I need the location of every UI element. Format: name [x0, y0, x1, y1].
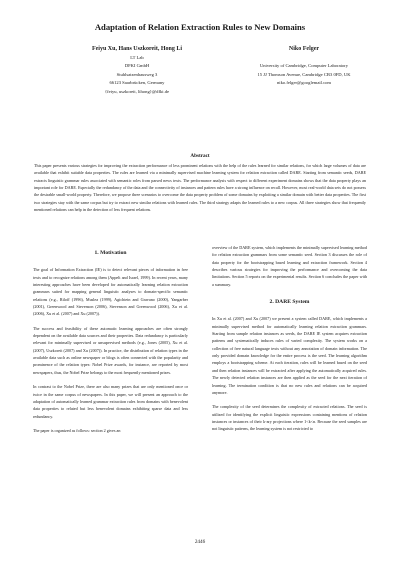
paper-title: Adaptation of Relation Extraction Rules to New Domains	[94, 22, 306, 32]
body-paragraph: The complexity of the seed determines the complexity of extracted relations. The seed is utilized for identifying the explicit linguistic expressions containing mentions of relation instances or instances of their k-ary projections where 1<k<n. Because the seed samples are not linguistic patterns, the learning system is not restricted to	[212, 404, 367, 432]
body-paragraph: The success and feasibility of these automatic learning approaches are often strongly dependent on the available data sources and their properties. Data redundancy is particularly relevant for minimally supervised or unsupervised methods (e.g., Jones (2005), Xu et al. (2007), Uszkoreit (2007) and Xu (2007)). In practice, the distribution of relation types in the available data such as online newspaper or blogs is often connected with the popularity and prominence of the relation types: Nobel Prize awards, for instance, are reported by most newspapers, thus, the Nobel Prize belongs to the most frequently mentioned prizes.	[33, 325, 188, 375]
author-block-right	[226, 44, 382, 88]
body-paragraph: overview of the DARE system, which implements the minimally supervised learning method for relation extraction grammars from some semantic seed. Section 3 discusses the role of data property for the bootstrapping based learning and extraction framework. Section 4 describes various strategies for improving the performance and overcoming the data limitations. Section 5 reports on the experimental results. Section 6 concludes the paper with a summary.	[212, 245, 367, 287]
section-heading-dare-system: 2. DARE System	[269, 299, 310, 306]
author-names-left: Feiyu Xu, Hans Uszkoreit, Hong Li	[91, 46, 183, 52]
author-names-right: Niko Felger	[288, 46, 320, 52]
body-paragraph: In Xu et al. (2007) and Xu (2007) we present a system called DARE, which implements a minimally supervised method for automatically learning relation extraction grammars. Starting from sample relation instances as seeds, the DARE IE system acquires extraction patterns and systematically induces rules of varied complexity. The system works on a collection of free natural language texts without any annotation of domain information. The only provided domain knowledge for the entire process is the seed. The learning algorithm employs a bootstrapping scheme. At each iteration, rules will be learned based on the seed and then relation instances will be extracted after applying the automatically acquired rules. The newly detected relation instances are then applied as the seed for the next iteration of learning. The termination condition is that no new rules and relations can be acquired anymore.	[212, 316, 367, 395]
section-heading-motivation: 1. Motivation	[94, 250, 127, 256]
affiliation-line: 15 JJ Thomson Avenue, Cambridge CB3 0FD, UK	[257, 71, 351, 77]
author-email-right: niko.felger@googlemail.com	[277, 80, 331, 86]
affiliation-line: University of Cambridge, Computer Laboratory	[259, 63, 349, 69]
affiliation-line: LT Lab	[130, 55, 144, 60]
abstract-text: This paper presents various strategies for improving the extraction performance of less prominent relations with the help of the rules learned for similar relations, for which large volumes of data are available that exhibit suitable data properties. The rules are learned via a minimally supervised machine learning system for relation extraction called DARE. Starting from semantic seeds, DARE extracts linguistic grammar rules associated with semantic roles from parsed news texts. The performance analysis with respect to different experiment domains shows that the data property plays an important role for DARE. Especially the redundancy of the data and the connectivity of instances and pattern rules have a strong influence on recall. However, most real-world data sets do not possess the desirable small-world property. Therefore, we propose three scenarios to overcome the data property problem of some domains by exploiting a similar domain with better data properties. The first two strategies stay with the same corpus but try to extract new similar relations with learned rules. The third strategy adapts the learned rules to a new corpus. All three strategies show that frequently mentioned relations can help in the detection of less frequent relations.	[34, 163, 366, 213]
affiliation-line: 66123 Saarbrücken, Germany	[109, 80, 165, 86]
right-column	[212, 244, 367, 433]
abstract-heading: Abstract	[190, 153, 210, 159]
author-block-left	[62, 44, 212, 96]
body-paragraph: In contrast to the Nobel Prize, there are also many prizes that are only mentioned once or twice in the same corpus of newspapers. In this paper, we will present an approach to the adaptation of automatically learned grammar extraction rules from domains with benevolent data properties to related but less benevolent domains exhibiting sparse data and less redundancy.	[33, 384, 188, 419]
affiliation-line: DFKI GmbH	[124, 63, 150, 69]
body-paragraph: The paper is organized as follows: section 2 gives an	[33, 427, 121, 433]
affiliation-line: Stuhlsatzenhausweg 3	[116, 71, 158, 77]
author-email-left: {feiyu, uszkoreit, lihong}@dfki.de	[104, 88, 170, 94]
body-paragraph: The goal of Information Extraction (IE) is to detect relevant pieces of information in free texts and to recognize relations among them (Appelt and Israel, 1999). In recent years, many interesting approaches have been developed for automatically learning relation extraction grammars suited for mapping general linguistic analyses to domain-specific semantic relations (e.g., Riloff (1996), Muslea (1999), Agichtein and Gravano (2000), Yangarber (2001), Greenwood and Stevenson (2006), Stevenson and Greenwood (2006), Xu et al. (2006), Xu et al. (2007) and Xu (2007)).	[33, 267, 188, 317]
page-number: 2446	[194, 539, 206, 545]
left-column	[33, 244, 188, 434]
